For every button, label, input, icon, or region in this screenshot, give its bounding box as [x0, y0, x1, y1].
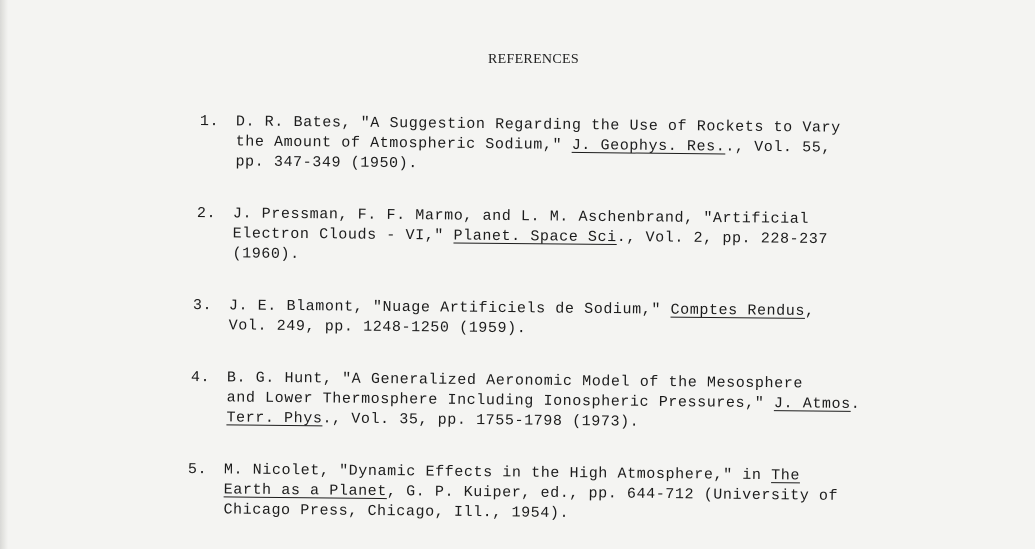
reference-title-line: "A Suggestion Regarding the Use of Rockets to Vary	[360, 114, 841, 137]
reference-authors: D. R. Bates,	[235, 113, 352, 132]
reference-number: 3.	[192, 296, 213, 315]
reference-book-title: The	[771, 467, 801, 485]
reference-line: J. Pressman, F. F. Marmo, and L. M. Aschenbrand, "Artificial	[232, 205, 810, 228]
reference-details: (1960).	[232, 245, 300, 263]
reference-line: B. G. Hunt, "A Generalized Aeronomic Model of the Mesosphere	[226, 369, 804, 393]
reference-number: 4.	[190, 368, 211, 387]
reference-number: 5.	[187, 460, 208, 479]
reference-book-title: Earth as a Planet	[223, 481, 388, 501]
reference-punctuation: ,	[804, 302, 815, 320]
reference-details: Chicago Press, Chicago, Ill., 1954).	[223, 501, 570, 522]
reference-details: , G. P. Kuiper, ed., pp. 644-712 (University of	[386, 483, 839, 505]
reference-journal: J. Atmos	[773, 395, 851, 413]
reference-number: 2.	[196, 204, 217, 223]
reference-journal: Terr. Phys	[226, 409, 323, 428]
reference-number: 1.	[199, 112, 220, 131]
reference-details: pp. 347-349 (1950).	[235, 153, 418, 173]
page-edge-shadow	[0, 0, 8, 549]
reference-journal: Comptes Rendus	[670, 301, 806, 320]
reference-journal: Planet. Space Sci	[453, 227, 617, 247]
reference-text	[223, 460, 864, 527]
reference-details: ., Vol. 35, pp. 1755-1798 (1973).	[322, 410, 640, 431]
reference-title-line: M. Nicolet, "Dynamic Effects in the High Atmosphere," in	[223, 461, 762, 485]
reference-punctuation: .	[850, 395, 861, 414]
reference-text	[229, 296, 869, 342]
reference-text	[226, 368, 867, 435]
reference-title-line: J. E. Blamont, "Nuage Artificiels de Sodium,"	[228, 297, 662, 319]
reference-title-line: Electron Clouds - VI,"	[232, 225, 445, 245]
reference-text	[232, 204, 873, 270]
reference-details: Vol. 249, pp. 1248-1250 (1959).	[228, 317, 527, 338]
reference-title-line: and Lower Thermosphere Including Ionospheric Pressures,"	[226, 389, 765, 413]
page-title: REFERENCES	[488, 52, 579, 67]
reference-details: ., Vol. 55,	[725, 138, 832, 157]
reference-details: ., Vol. 2, pp. 228-237	[616, 229, 829, 249]
reference-title-line: the Amount of Atmospheric Sodium,"	[235, 133, 563, 154]
reference-text	[235, 112, 876, 179]
reference-journal: J. Geophys. Res.	[571, 136, 726, 156]
